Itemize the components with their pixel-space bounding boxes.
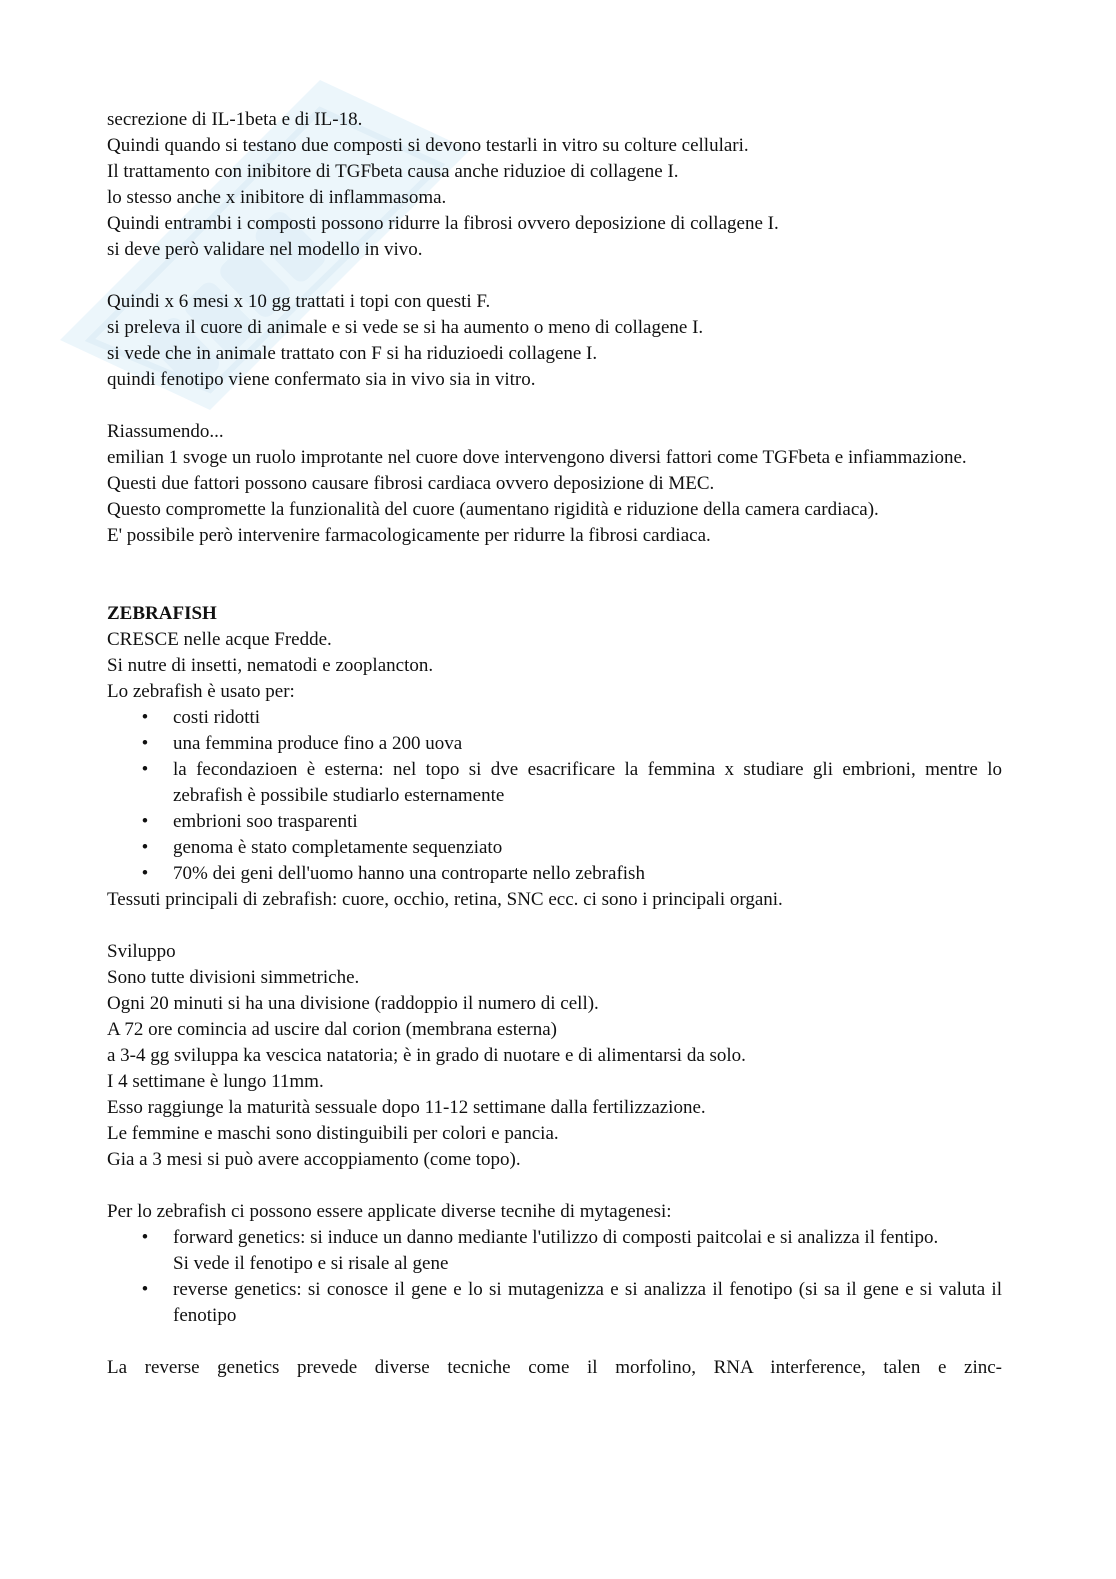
uses-list	[107, 705, 1002, 887]
summary-paragraph: Questi due fattori possono causare fibrosi cardiaca ovvero deposizione di MEC.	[107, 473, 715, 494]
text-line: Tessuti principali di zebrafish: cuore, occhio, retina, SNC ecc. ci sono i principali organi.	[107, 889, 783, 910]
bullet-icon: •	[141, 837, 149, 858]
text-line: si deve però validare nel modello in vivo.	[107, 239, 423, 260]
text-line: lo stesso anche x inibitore di inflammasoma.	[107, 187, 447, 208]
subsection-title: Sviluppo	[107, 941, 176, 962]
bullet-icon: •	[141, 1279, 149, 1300]
bullet-icon: •	[141, 733, 149, 754]
summary-paragraph: emilian 1 svoge un ruolo improtante nel cuore dove intervengono diversi fattori come TGFbeta e infiammazione.	[107, 447, 967, 468]
text-line: Le femmine e maschi sono distinguibili per colori e pancia.	[107, 1123, 559, 1144]
text-line: Esso raggiunge la maturità sessuale dopo 11-12 settimane dalla fertilizzazione.	[107, 1097, 706, 1118]
list-item: • reverse genetics: si conosce il gene e lo si mutagenizza e si analizza il fenotipo (si sa il gene e si valuta il fenotipo	[141, 1279, 1002, 1326]
list-item: • 70% dei geni dell'uomo hanno una controparte nello zebrafish	[107, 861, 1002, 887]
text-line: Quindi quando si testano due composti si devono testarli in vitro su colture cellulari.	[107, 135, 749, 156]
list-subline: Si vede il fenotipo e si risale al gene	[173, 1253, 449, 1274]
list-item: • una femmina produce fino a 200 uova	[107, 731, 1002, 757]
text-line: Sono tutte divisioni simmetriche.	[107, 967, 360, 988]
mutagenesis-section	[107, 1199, 1002, 1381]
text-line: Ogni 20 minuti si ha una divisione (raddoppio il numero di cell).	[107, 993, 599, 1014]
text-line: Per lo zebrafish ci possono essere applicate diverse tecnihe di mytagenesi:	[107, 1201, 672, 1222]
bullet-icon: •	[141, 863, 149, 884]
section-heading: ZEBRAFISH	[107, 603, 217, 624]
bullet-icon: •	[141, 707, 149, 728]
summary-section	[107, 419, 1002, 549]
text-line: Il trattamento con inibitore di TGFbeta causa anche riduzioe di collagene I.	[107, 161, 679, 182]
text-line: Quindi x 6 mesi x 10 gg trattati i topi con questi F.	[107, 291, 491, 312]
text-line: Gia a 3 mesi si può avere accoppiamento (come topo).	[107, 1149, 521, 1170]
list-item: • costi ridotti	[107, 705, 1002, 731]
bullet-icon: •	[141, 811, 149, 832]
development-section	[107, 939, 1002, 1173]
text-line: Si nutre di insetti, nematodi e zooplancton.	[107, 655, 434, 676]
bullet-icon: •	[141, 759, 149, 780]
zebrafish-section	[107, 601, 1002, 913]
text-line: I 4 settimane è lungo 11mm.	[107, 1071, 324, 1092]
list-item: • forward genetics: si induce un danno mediante l'utilizzo di composti paitcolai e si analizza il fentipo. Si vede il fenotipo e si risale al gene	[107, 1225, 1002, 1277]
text-line: A 72 ore comincia ad uscire dal corion (membrana esterna)	[107, 1019, 558, 1040]
text-line: Lo zebrafish è usato per:	[107, 681, 295, 702]
text-line: CRESCE nelle acque Fredde.	[107, 629, 332, 650]
text-line: a 3-4 gg sviluppa ka vescica natatoria; è in grado di nuotare e di alimentarsi da solo.	[107, 1045, 746, 1066]
text-line: Quindi entrambi i composti possono ridurre la fibrosi ovvero deposizione di collagene I.	[107, 213, 779, 234]
closing-paragraph: La reverse genetics prevede diverse tecniche come il morfolino, RNA interference, talen e zinc-	[107, 1357, 1002, 1378]
summary-title: Riassumendo...	[107, 421, 224, 442]
text-line: quindi fenotipo viene confermato sia in vivo sia in vitro.	[107, 369, 536, 390]
text-line: si vede che in animale trattato con F si ha riduzioedi collagene I.	[107, 343, 598, 364]
paragraph-compounds	[107, 107, 1002, 263]
list-item: • genoma è stato completamente sequenziato	[107, 835, 1002, 861]
genetics-list	[107, 1225, 1002, 1329]
list-item: • embrioni soo trasparenti	[107, 809, 1002, 835]
summary-paragraph: Questo compromette la funzionalità del cuore (aumentano rigidità e riduzione della camera cardiaca).	[107, 499, 879, 520]
text-line: secrezione di IL-1beta e di IL-18.	[107, 109, 363, 130]
list-item: • la fecondazioen è esterna: nel topo si dve esacrificare la femmina x studiare gli embrioni, mentre lo zebrafish è possibile studiarlo esternamente	[141, 759, 1002, 806]
summary-paragraph: E' possibile però intervenire farmacologicamente per ridurre la fibrosi cardiaca.	[107, 525, 711, 546]
document-body	[107, 107, 1002, 1381]
paragraph-in-vivo	[107, 289, 1002, 393]
text-line: si preleva il cuore di animale e si vede se si ha aumento o meno di collagene I.	[107, 317, 704, 338]
bullet-icon: •	[141, 1227, 149, 1248]
